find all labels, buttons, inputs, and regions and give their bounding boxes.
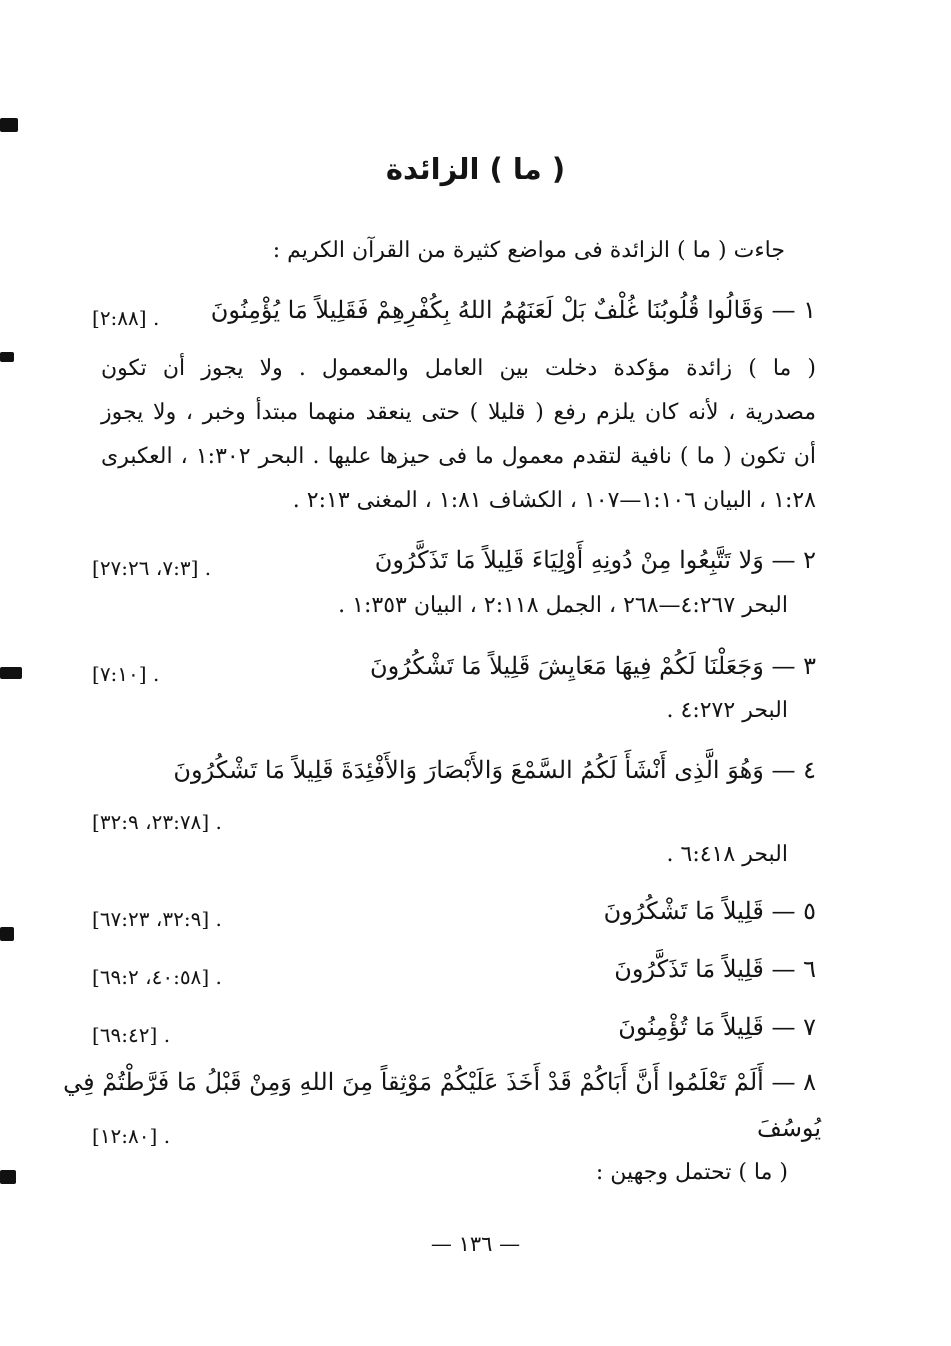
verse-3: ٣ — وَجَعَلْنَا لَكُمْ فِيهَا مَعَايِشَ قَلِيلاً مَا تَشْكُرُونَ <box>369 652 816 680</box>
verse-2-ref: [٧:٣، ٢٧:٢٦] . <box>92 556 212 580</box>
verse-5: ٥ — قَلِيلاً مَا تَشْكُرُونَ <box>603 897 816 925</box>
commentary-line-4: ١:٢٨ ، البيان ١:١٠٦—١٠٧ ، الكشاف ١:٨١ ، المغنى ٢:١٣ . <box>292 488 816 513</box>
page-number: — ١٣٦ — <box>430 1232 521 1256</box>
commentary-line-3: أن تكون ( ما ) نافية لتقدم معمول ما فى حيزها عليها . البحر ١:٣٠٢ ، العكبرى <box>101 444 816 469</box>
scan-mark <box>0 118 18 132</box>
verse-3-ref: [٧:١٠] . <box>92 662 160 686</box>
verse-6: ٦ — قَلِيلاً مَا تَذَكَّرُونَ <box>614 955 816 983</box>
verse-1: ١ — وَقَالُوا قُلُوبُنَا غُلْفٌ بَلْ لَعَنَهُمُ اللهُ بِكُفْرِهِمْ فَقَلِيلاً مَا يُؤْمِنُونَ <box>210 296 816 324</box>
verse-1-ref: [٢:٨٨] . <box>92 306 160 330</box>
verse-2-source: البحر ٤:٢٦٧—٢٦٨ ، الجمل ٢:١١٨ ، البيان ١:٣٥٣ . <box>338 593 788 618</box>
intro-text: جاءت ( ما ) الزائدة فى مواضع كثيرة من القرآن الكريم : <box>272 238 785 263</box>
scan-mark <box>0 927 14 941</box>
closing-text: ( ما ) تحتمل وجهين : <box>595 1160 788 1185</box>
verse-4: ٤ — وَهُوَ الَّذِى أَنْشَأَ لَكُمُ السَّمْعَ وَالأَبْصَارَ وَالأَفْئِدَةَ قَلِيلاً مَا تَشْكُرُونَ <box>173 756 816 784</box>
verse-2: ٢ — وَلا تَتَّبِعُوا مِنْ دُونِهِ أَوْلِيَاءَ قَلِيلاً مَا تَذَكَّرُونَ <box>374 546 816 574</box>
verse-4-source: البحر ٦:٤١٨ . <box>666 842 788 867</box>
verse-7: ٧ — قَلِيلاً مَا تُؤْمِنُونَ <box>618 1013 816 1041</box>
verse-3-source: البحر ٤:٢٧٢ . <box>666 698 788 723</box>
verse-7-ref: [٦٩:٤٢] . <box>92 1023 171 1047</box>
verse-5-ref: [٣٢:٩، ٦٧:٢٣] . <box>92 907 222 931</box>
commentary-line-2: مصدرية ، لأنه كان يلزم رفع ( قليلا ) حتى ينعقد منهما مبتدأ وخبر ، ولا يجوز <box>101 400 816 425</box>
scan-mark <box>0 352 14 362</box>
page-title: ( ما ) الزائدة <box>385 152 566 186</box>
scan-mark <box>0 667 22 679</box>
verse-4-ref: [٢٣:٧٨، ٣٢:٩] . <box>92 810 222 834</box>
scan-mark <box>0 1170 16 1184</box>
verse-8-continuation: يُوسُفَ <box>756 1114 821 1142</box>
verse-8: ٨ — أَلَمْ تَعْلَمُوا أَنَّ أَبَاكُمْ قَدْ أَخَذَ عَلَيْكُمْ مَوْثِقاً مِنَ اللهِ وَمِنْ قَبْلُ مَا فَرَّطْتُمْ فِي <box>63 1068 816 1096</box>
verse-8-ref: [١٢:٨٠] . <box>92 1124 171 1148</box>
commentary-line-1: ( ما ) زائدة مؤكدة دخلت بين العامل والمعمول . ولا يجوز أن تكون <box>101 356 816 381</box>
verse-6-ref: [٤٠:٥٨، ٦٩:٢] . <box>92 965 222 989</box>
